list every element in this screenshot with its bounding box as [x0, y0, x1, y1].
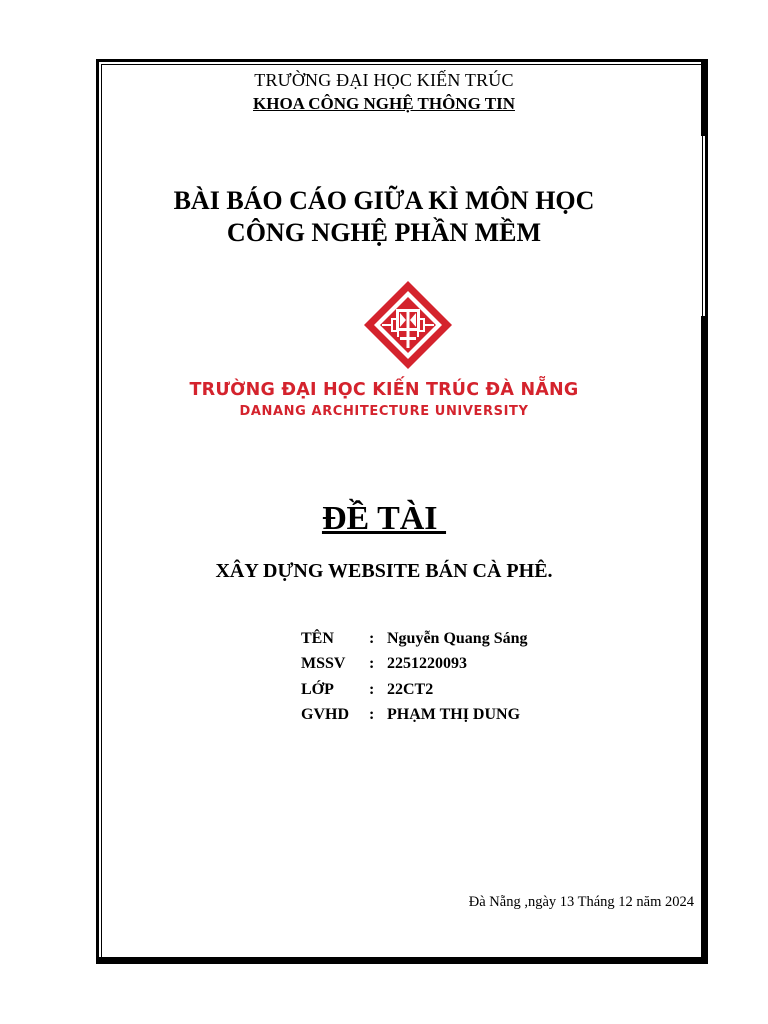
- info-label: GVHD: [301, 706, 349, 724]
- info-row-instructor: [301, 703, 528, 729]
- info-value: PHẠM THỊ DUNG: [387, 706, 521, 724]
- info-label: TÊN: [301, 629, 334, 647]
- report-title: BÀI BÁO CÁO GIỮA KÌ MÔN HỌC: [173, 186, 595, 215]
- university-name: TRƯỜNG ĐẠI HỌC KIẾN TRÚC: [254, 70, 514, 90]
- info-row-class: [301, 677, 528, 703]
- info-value: 22CT2: [387, 680, 434, 698]
- info-label: LỚP: [301, 680, 334, 698]
- info-value: Nguyễn Quang Sáng: [387, 629, 528, 647]
- info-separator: :: [369, 655, 375, 673]
- topic-heading: ĐỀ TÀI: [321, 500, 447, 537]
- info-separator: :: [369, 706, 375, 724]
- topic-title: XÂY DỰNG WEBSITE BÁN CÀ PHÊ.: [215, 560, 553, 582]
- university-emblem-icon: [362, 279, 454, 371]
- report-subtitle: CÔNG NGHỆ PHẦN MỀM: [226, 218, 542, 247]
- info-separator: :: [369, 680, 375, 698]
- info-row-name: [301, 626, 528, 652]
- info-label: MSSV: [301, 655, 346, 673]
- border-shadow-bottom: [99, 957, 706, 962]
- student-info-table: [301, 626, 528, 728]
- info-row-student-id: [301, 652, 528, 678]
- logo-university-name-vi: TRƯỜNG ĐẠI HỌC KIẾN TRÚC ĐÀ NẴNG: [189, 380, 579, 400]
- info-separator: :: [369, 629, 375, 647]
- info-value: 2251220093: [387, 655, 467, 673]
- logo-university-name-en: DANANG ARCHITECTURE UNIVERSITY: [239, 404, 529, 419]
- date-place-line: Đà Nẵng ,ngày 13 Tháng 12 năm 2024: [468, 894, 694, 910]
- faculty-name: KHOA CÔNG NGHỆ THÔNG TIN: [253, 94, 515, 113]
